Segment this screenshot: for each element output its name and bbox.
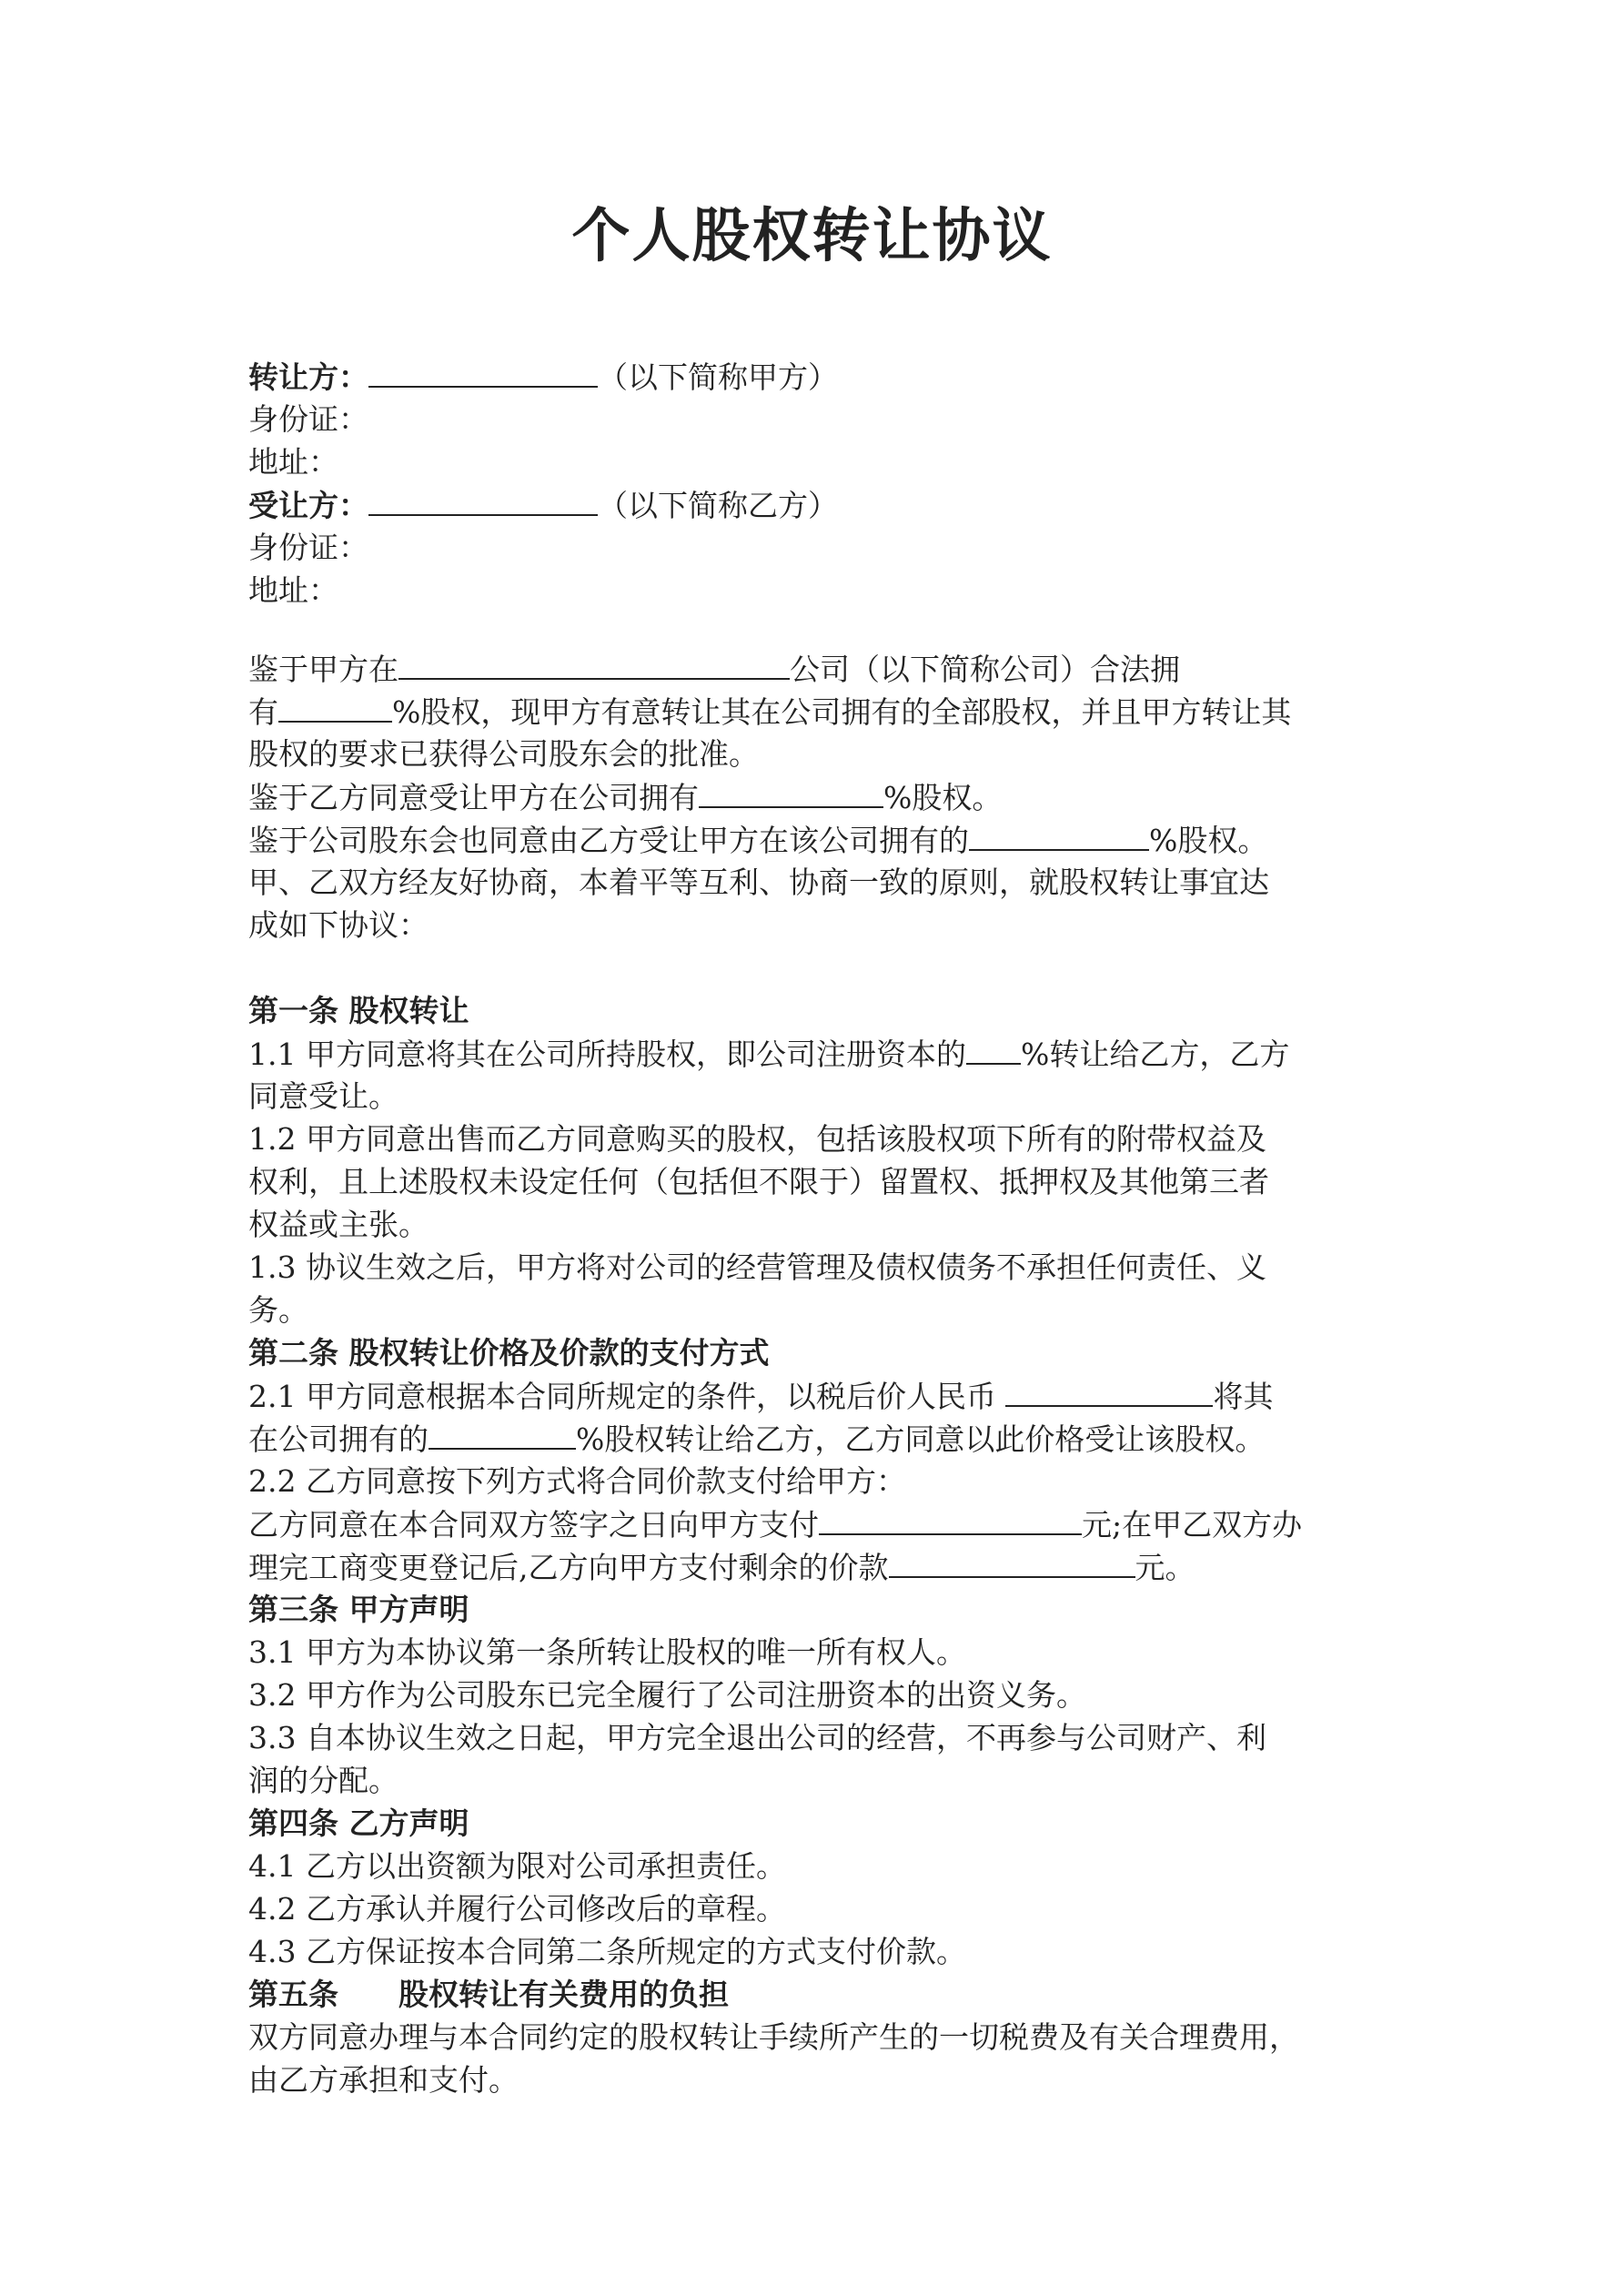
text-segment: 在公司拥有的 (248, 1421, 429, 1457)
fill-in-blank[interactable] (368, 483, 598, 516)
text-segment: 鉴于乙方同意受让甲方在公司拥有 (248, 780, 699, 815)
text-line (248, 904, 1302, 946)
fill-in-blank[interactable] (969, 818, 1149, 851)
text-line (248, 1417, 1302, 1460)
fill-in-blank[interactable] (429, 1417, 576, 1450)
text-line (248, 647, 1302, 690)
text-segment: 3.1 甲方为本协议第一条所转让股权的唯一所有权人。 (248, 1634, 966, 1670)
fill-in-blank[interactable] (819, 1502, 1082, 1535)
text-segment: 1.3 协议生效之后，甲方将对公司的经营管理及债权债务不承担任何责任、义 (248, 1249, 1266, 1285)
text-line (248, 569, 838, 612)
text-line (248, 1331, 1302, 1374)
text-line (248, 1502, 1302, 1545)
text-line (248, 1588, 1302, 1631)
text-segment: 3.2 甲方作为公司股东已完全履行了公司注册资本的出资义务。 (248, 1677, 1086, 1713)
text-line (248, 2016, 1302, 2058)
text-line (248, 2058, 1302, 2101)
text-segment: 权益或主张。 (248, 1207, 429, 1242)
text-segment: 元;在甲乙双方办 (1082, 1507, 1303, 1542)
bold-label: 受让方： (248, 488, 368, 523)
text-segment: 权利，且上述股权未设定任何（包括但不限于）留置权、抵押权及其他第三者 (248, 1164, 1269, 1199)
text-segment: 双方同意办理与本合同约定的股权转让手续所产生的一切税费及有关合理费用， (248, 2019, 1299, 2055)
text-segment: 4.3 乙方保证按本合同第二条所规定的方式支付价款。 (248, 1934, 966, 1969)
text-line (248, 1631, 1302, 1674)
text-segment: %转让给乙方，乙方 (1020, 1037, 1290, 1072)
text-line (248, 1203, 1302, 1246)
text-segment: 务。 (248, 1292, 308, 1328)
text-segment: 元。 (1135, 1550, 1195, 1585)
text-line (248, 1845, 1302, 1887)
bold-label: 转让方： (248, 359, 368, 395)
text-line (248, 989, 1302, 1032)
text-line (248, 355, 838, 398)
text-segment: 1.2 甲方同意出售而乙方同意购买的股权，包括该股权项下所有的附带权益及 (248, 1121, 1266, 1157)
fill-in-blank[interactable] (368, 355, 598, 388)
text-line (248, 398, 838, 440)
text-segment: 公司（以下简称公司）合法拥 (790, 652, 1180, 687)
text-segment: 2.1 甲方同意根据本合同所规定的条件，以税后价人民币 (248, 1379, 1006, 1414)
text-segment: 同意受让。 (248, 1078, 398, 1114)
text-line (248, 690, 1302, 733)
text-segment: 股权的要求已获得公司股东会的批准。 (248, 736, 759, 772)
text-segment: 4.1 乙方以出资额为限对公司承担责任。 (248, 1848, 786, 1884)
text-segment: 3.3 自本协议生效之日起，甲方完全退出公司的经营，不再参与公司财产、利 (248, 1720, 1266, 1755)
agreement-body (248, 647, 1302, 2101)
text-line (248, 733, 1302, 775)
text-line (248, 861, 1302, 904)
text-segment: 地址： (248, 572, 338, 608)
text-segment: %股权。 (883, 780, 1003, 815)
bold-label: 第一条 股权转让 (248, 993, 469, 1028)
text-segment: 将其 (1213, 1379, 1274, 1414)
text-line (248, 1075, 1302, 1118)
text-line (248, 1759, 1302, 1802)
fill-in-blank[interactable] (699, 775, 883, 808)
text-segment: 鉴于甲方在 (248, 652, 398, 687)
text-segment: （以下简称乙方） (598, 488, 838, 523)
bold-label: 第五条 股权转让有关费用的负担 (248, 1977, 729, 2012)
text-line (248, 1545, 1302, 1588)
text-segment: 理完工商变更登记后,乙方向甲方支付剩余的价款 (248, 1550, 889, 1585)
text-line (248, 946, 1302, 989)
fill-in-blank[interactable] (1005, 1374, 1213, 1407)
text-segment: 润的分配。 (248, 1763, 398, 1798)
text-segment: 2.2 乙方同意按下列方式将合同价款支付给甲方： (248, 1463, 906, 1499)
text-segment: 成如下协议： (248, 907, 429, 943)
fill-in-blank[interactable] (966, 1032, 1021, 1065)
text-line (248, 1160, 1302, 1203)
text-segment: 1.1 甲方同意将其在公司所持股权，即公司注册资本的 (248, 1037, 966, 1072)
text-segment: 身份证： (248, 530, 368, 565)
text-segment: 由乙方承担和支付。 (248, 2062, 519, 2098)
text-line (248, 1032, 1302, 1075)
fill-in-blank[interactable] (278, 690, 392, 723)
bold-label: 第三条 甲方声明 (248, 1592, 469, 1627)
parties-section (248, 355, 838, 612)
text-segment: 4.2 乙方承认并履行公司修改后的章程。 (248, 1891, 786, 1927)
text-segment: %股权转让给乙方，乙方同意以此价格受让该股权。 (576, 1421, 1266, 1457)
text-line (248, 1460, 1302, 1502)
fill-in-blank[interactable] (889, 1545, 1135, 1578)
fill-in-blank[interactable] (398, 647, 790, 680)
text-line (248, 1246, 1302, 1289)
document-title: 个人股权转让协议 (571, 202, 1053, 270)
text-line (248, 526, 838, 569)
text-segment: （以下简称甲方） (598, 359, 838, 395)
text-line (248, 1716, 1302, 1759)
text-line (248, 1973, 1302, 2016)
bold-label: 第二条 股权转让价格及价款的支付方式 (248, 1335, 770, 1371)
text-segment: 身份证： (248, 401, 368, 437)
text-segment: 乙方同意在本合同双方签字之日向甲方支付 (248, 1507, 819, 1542)
text-line (248, 818, 1302, 861)
text-segment: 地址： (248, 444, 338, 480)
text-line (248, 440, 838, 483)
text-line (248, 775, 1302, 818)
text-line (248, 1674, 1302, 1716)
text-line (248, 1887, 1302, 1930)
text-line (248, 1802, 1302, 1845)
text-segment: %股权，现甲方有意转让其在公司拥有的全部股权，并且甲方转让其 (392, 694, 1292, 730)
text-line (248, 1289, 1302, 1331)
text-segment: 甲、乙双方经友好协商，本着平等互利、协商一致的原则，就股权转让事宜达 (248, 865, 1269, 900)
text-segment: %股权。 (1149, 823, 1268, 858)
text-segment: 有 (248, 694, 278, 730)
text-line (248, 1374, 1302, 1417)
text-line (248, 1930, 1302, 1973)
text-line (248, 1118, 1302, 1160)
text-line (248, 483, 838, 526)
bold-label: 第四条 乙方声明 (248, 1805, 469, 1841)
text-segment: 鉴于公司股东会也同意由乙方受让甲方在该公司拥有的 (248, 823, 969, 858)
